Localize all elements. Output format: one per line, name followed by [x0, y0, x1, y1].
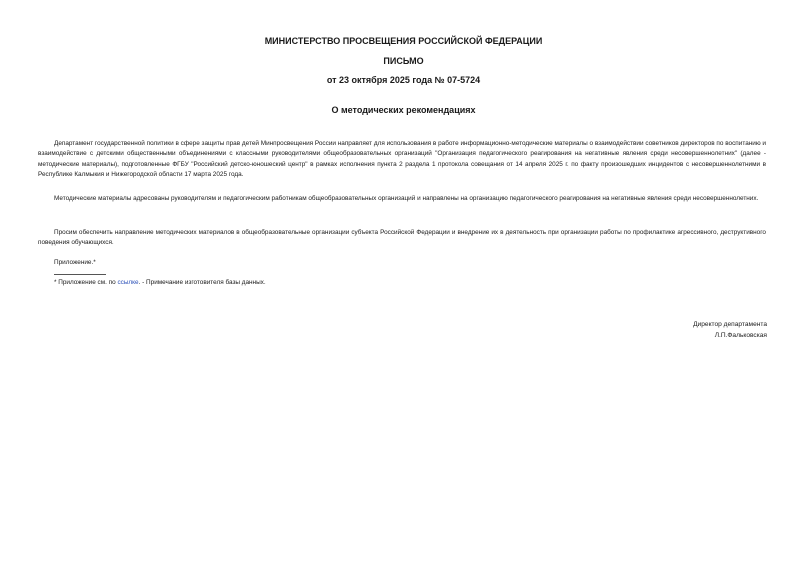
attachment-note: Приложение.*: [54, 259, 96, 266]
footnote-prefix: * Приложение см. по: [54, 279, 118, 286]
signature-title: Директор департамента: [693, 321, 767, 328]
footnote-separator: [54, 274, 106, 275]
document-subject: О методических рекомендациях: [331, 105, 476, 115]
body-paragraph-3: Просим обеспечить направление методических материалов в общеобразовательные организации субъекта Российской Федерации и внедрение их в деятельность при организации работы по профилактике агрессивного, деструктивного поведения обучающихся.: [38, 229, 766, 247]
signature-name: Л.П.Фальковская: [714, 332, 767, 339]
body-paragraph-1: Департамент государственной политики в сфере защиты прав детей Минпросвещения России направляет для использования в работе информационно-методические материалы о взаимодействии советников директоров по воспитанию и взаимодействие с детскими общественными объединениями с классными руководителями общеобразовательных организаций "Организация педагогического реагирования на негативные явления среди несовершеннолетних" (далее - методические материалы), подготовленные ФГБУ "Российский детско-юношеский центр" в рамках исполнения пункта 2 раздела 1 протокола совещания от 14 апреля 2025 г. по факту произошедших инцидентов с несовершеннолетними в Республике Калмыкия и Нижегородской области 17 марта 2025 года.: [38, 140, 766, 179]
footnote-suffix: . - Примечание изготовителя базы данных.: [138, 279, 266, 286]
ministry-heading: МИНИСТЕРСТВО ПРОСВЕЩЕНИЯ РОССИЙСКОЙ ФЕДЕРАЦИИ: [264, 36, 543, 46]
attachment-link[interactable]: ссылке: [117, 279, 139, 286]
footnote: [54, 278, 266, 288]
document-date-number: от 23 октября 2025 года № 07-5724: [326, 75, 481, 85]
document-type: ПИСЬМО: [383, 56, 424, 66]
body-paragraph-2: Методические материалы адресованы руководителям и педагогическим работникам общеобразовательных организаций и направлены на организацию педагогического реагирования на негативные явления среди несовершеннолетних.: [54, 195, 759, 202]
